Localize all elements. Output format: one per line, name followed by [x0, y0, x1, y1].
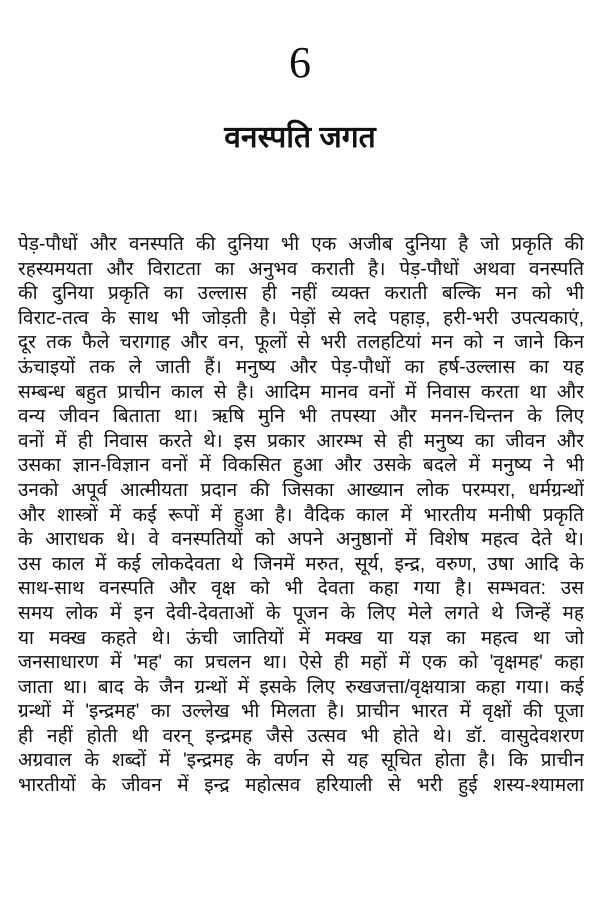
text-line: ही नहीं होती थी वरन् इन्द्रमह जैसे उत्सव भी होते थे। डॉ. वासुदेवशरण	[18, 725, 584, 747]
text-line: भारतीयों के जीवन में इन्द्र महोत्सव हरियाली से भरी हुई शस्य-श्यामला	[18, 775, 584, 797]
text-line: के आराधक थे। वे वनस्पतियों को अपने अनुष्ठानों में विशेष महत्व देते थे।	[18, 529, 584, 551]
chapter-title: वनस्पति जगत	[224, 121, 376, 154]
text-line: उनको अपूर्व आत्मीयता प्रदान की जिसका आख्यान लोक परम्परा, धर्मग्रन्थों	[18, 479, 584, 501]
text-line: और शास्त्रों में कई रूपों में हुआ है। वैदिक काल में भारतीय मनीषी प्रकृति	[18, 504, 584, 526]
text-line: वन्य जीवन बिताता था। ऋषि मुनि भी तपस्या और मनन-चिन्तन के लिए	[18, 406, 584, 428]
text-line: जाता था। बाद के जैन ग्रन्थों में इसके लिए रुखजत्ता/वृक्षयात्रा कहा गया। कई	[18, 676, 584, 698]
text-line: दूर तक फैले चरागाह और वन, फूलों से भरी तलहटियां मन को न जाने किन	[18, 332, 584, 354]
text-line: ऊंचाइयों तक ले जाती हैं। मनुष्य और पेड़-पौधों का हर्ष-उल्लास का यह	[18, 356, 584, 378]
body-text	[18, 233, 584, 799]
text-line: विराट-तत्व के साथ भी जोड़ती है। पेड़ों से लदे पहाड़, हरी-भरी उपत्यकाएं,	[18, 307, 584, 329]
text-line: या मक्ख कहते थे। ऊंची जातियों में मक्ख या यज्ञ का महत्व था जो	[18, 627, 584, 649]
text-line: ग्रन्थों में 'इन्द्रमह' का उल्लेख भी मिलता है। प्राचीन भारत में वृक्षों की पूजा	[18, 701, 584, 723]
text-line: की दुनिया प्रकृति का उल्लास ही नहीं व्यक्त कराती बल्कि मन को भी	[18, 283, 584, 305]
text-line: सम्बन्ध बहुत प्राचीन काल से है। आदिम मानव वनों में निवास करता था और	[18, 381, 584, 403]
text-line: जनसाधारण में 'मह' का प्रचलन था। ऐसे ही महों में एक को 'वृक्षमह' कहा	[18, 652, 584, 674]
text-line: साथ-साथ वनस्पति और वृक्ष को भी देवता कहा गया है। सम्भवत: उस	[18, 578, 584, 600]
text-line: वनों में ही निवास करते थे। इस प्रकार आरम्भ से ही मनुष्य का जीवन और	[18, 430, 584, 452]
text-line: पेड़-पौधों और वनस्पति की दुनिया भी एक अजीब दुनिया है जो प्रकृति की	[18, 234, 584, 255]
text-line: अग्रवाल के शब्दों में 'इन्द्रमह के वर्णन से यह सूचित होता है। कि प्राचीन	[18, 750, 584, 772]
text-line: उस काल में कई लोकदेवता थे जिनमें मरुत, सूर्य, इन्द्र, वरुण, उषा आदि के	[18, 553, 584, 575]
text-line: रहस्यमयता और विराटता का अनुभव कराती है। पेड़-पौधों अथवा वनस्पति	[18, 258, 584, 280]
text-line: समय लोक में इन देवी-देवताओं के पूजन के लिए मेले लगते थे जिन्हें मह	[18, 602, 584, 624]
text-line: उसका ज्ञान-विज्ञान वनों में विकसित हुआ और उसके बदले में मनुष्य ने भी	[18, 455, 584, 477]
chapter-number: 6	[289, 38, 311, 87]
